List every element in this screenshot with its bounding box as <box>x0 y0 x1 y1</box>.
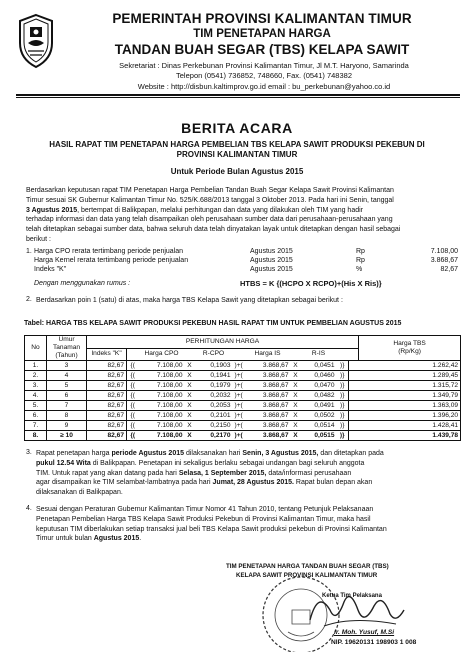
row-symbol: )} <box>337 431 349 441</box>
letterhead-divider <box>16 94 460 96</box>
row-number: 5. <box>25 401 47 411</box>
header-ris: R-IS <box>301 348 337 361</box>
row-indeks: 82,67 <box>87 381 127 391</box>
letterhead-divider-thin <box>16 97 460 98</box>
row-symbol: X <box>291 401 301 411</box>
row-number: 6. <box>25 411 47 421</box>
row-symbol: {( <box>127 411 139 421</box>
row-ris: 0,0470 <box>301 381 337 391</box>
row-symbol: X <box>185 371 195 381</box>
row-indeks: 82,67 <box>87 411 127 421</box>
signature-role: Ketua Tim Pelaksana <box>322 593 382 599</box>
row-harga-is: 3.868,67 <box>245 381 291 391</box>
paragraph-number: 3. <box>26 449 32 456</box>
letterhead-website: Website : http://disbun.kaltimprov.go.id email : bu_perkebunan@yahoo.co.id <box>137 82 391 91</box>
row-harga-is: 3.868,67 <box>245 391 291 401</box>
row-symbol: )} <box>337 391 349 401</box>
table-row <box>25 361 461 371</box>
letterhead-government: PEMERINTAH PROVINSI KALIMANTAN TIMUR <box>112 11 412 26</box>
table-row <box>25 421 461 431</box>
row-rcpo: 0,1903 <box>195 361 233 371</box>
row-harga-cpo: 7.108,00 <box>139 401 185 411</box>
paragraph-2: Berdasarkan poin 1 (satu) di atas, maka harga TBS Kelapa Sawit yang ditetapkan sebagai berikut : <box>36 297 343 304</box>
row-symbol: X <box>185 421 195 431</box>
signature-org-line1: TIM PENETAPAN HARGA TANDAN BUAH SEGAR (TBS) <box>226 563 389 570</box>
row-rcpo: 0,2032 <box>195 391 233 401</box>
header-is: Harga IS <box>245 348 291 361</box>
item-number: 1. <box>26 248 32 255</box>
row-harga-tbs: 1.396,20 <box>349 411 461 421</box>
header-cpo: Harga CPO <box>139 348 185 361</box>
row-symbol: {( <box>127 401 139 411</box>
item-period: Agustus 2015 <box>250 257 293 264</box>
row-harga-cpo: 7.108,00 <box>139 411 185 421</box>
row-symbol: X <box>291 371 301 381</box>
row-harga-tbs: 1.262,42 <box>349 361 461 371</box>
row-rcpo: 0,1979 <box>195 381 233 391</box>
row-symbol: )} <box>337 411 349 421</box>
row-symbol: )+( <box>234 412 243 419</box>
row-ris: 0,0491 <box>301 401 337 411</box>
row-number: 7. <box>25 421 47 431</box>
row-symbol: )+( <box>234 402 243 409</box>
document-subtitle-2: PROVINSI KALIMANTAN TIMUR <box>176 150 298 159</box>
row-number: 4. <box>25 391 47 401</box>
row-symbol: X <box>185 381 195 391</box>
table-row <box>25 381 461 391</box>
row-indeks: 82,67 <box>87 421 127 431</box>
row-number: 1. <box>25 361 47 371</box>
row-symbol: {( <box>127 421 139 431</box>
handwritten-signature-icon <box>300 580 410 636</box>
header-indeks: Indeks "K" <box>87 348 127 361</box>
item-value: 3.868,67 <box>430 257 458 264</box>
document-subtitle-1: HASIL RAPAT TIM PENETAPAN HARGA PEMBELIAN TBS KELAPA SAWIT PRODUKSI PEKEBUN DI <box>49 140 425 149</box>
row-umur: 9 <box>47 421 87 431</box>
row-number: 3. <box>25 381 47 391</box>
row-symbol: X <box>185 361 195 371</box>
row-indeks: 82,67 <box>87 371 127 381</box>
header-umur: Umur Tanaman (Tahun) <box>47 336 87 361</box>
table-row <box>25 431 461 441</box>
row-harga-tbs: 1.349,79 <box>349 391 461 401</box>
letterhead-secretariat: Sekretariat : Dinas Perkebunan Provinsi Kalimantan Timur, Jl M.T. Haryono, Samarinda <box>119 61 409 70</box>
header-rcpo: R-CPO <box>195 348 233 361</box>
row-symbol: )+( <box>234 372 243 379</box>
signature-nip: NIP. 19620131 198903 1 008 <box>331 639 417 646</box>
paragraph-number: 2. <box>26 296 32 303</box>
row-rcpo: 0,2053 <box>195 401 233 411</box>
row-umur: 5 <box>47 381 87 391</box>
item-unit: % <box>356 266 363 273</box>
row-symbol: X <box>291 361 301 371</box>
row-symbol: X <box>291 421 301 431</box>
row-symbol: X <box>291 411 301 421</box>
row-number: 8. <box>25 431 47 441</box>
row-symbol: X <box>291 381 301 391</box>
row-harga-cpo: 7.108,00 <box>139 381 185 391</box>
row-symbol: {( <box>127 361 139 371</box>
row-indeks: 82,67 <box>87 391 127 401</box>
row-harga-tbs: 1.289,45 <box>349 371 461 381</box>
item-label: Harga Kernel rerata tertimbang periode penjualan <box>34 257 189 264</box>
item-label: Indeks "K" <box>34 266 67 273</box>
row-harga-tbs: 1.315,72 <box>349 381 461 391</box>
table-header-row <box>25 336 461 349</box>
item-value: 7.108,00 <box>430 248 458 255</box>
row-umur: ≥ 10 <box>47 431 87 441</box>
paragraph-3: Rapat penetapan harga periode Agustus 2015 dilaksanakan hari Senin, 3 Agustus 2015, dan ditetapkan pada pukul 12.54 Wita di Balikpapan. Penetapan ini sekaligus berlaku sebagai undangan bagi seluruh anggota TIM. Untuk rapat yang akan datang pada hari Selasa, 1 September 2015, data/informasi perusahaan agar disampaikan ke TIM selambat-lambatnya pada hari Jumat, 28 Agustus 2015. Rapat bulan depan akan dilaksanakan di Balikpapan. <box>36 450 384 497</box>
row-harga-is: 3.868,67 <box>245 421 291 431</box>
row-indeks: 82,67 <box>87 401 127 411</box>
row-symbol: )} <box>337 371 349 381</box>
row-harga-is: 3.868,67 <box>245 431 291 441</box>
row-symbol: X <box>185 391 195 401</box>
letterhead-phone: Telepon (0541) 736852, 748660, Fax. (0541) 748382 <box>176 71 352 80</box>
signature-org-line2: KELAPA SAWIT PROVINSI KALIMANTAN TIMUR <box>236 572 378 579</box>
row-symbol: {( <box>127 381 139 391</box>
row-harga-tbs: 1.363,09 <box>349 401 461 411</box>
row-ris: 0,0451 <box>301 361 337 371</box>
document-period: Untuk Periode Bulan Agustus 2015 <box>170 167 304 176</box>
row-harga-cpo: 7.108,00 <box>139 421 185 431</box>
letterhead-team: TIM PENETAPAN HARGA <box>193 28 331 40</box>
kalimantan-timur-crest-icon <box>16 13 56 69</box>
row-rcpo: 0,2170 <box>195 431 233 441</box>
row-symbol: {( <box>127 391 139 401</box>
paragraph-number: 4. <box>26 505 32 512</box>
row-ris: 0,0482 <box>301 391 337 401</box>
table-row <box>25 411 461 421</box>
row-harga-is: 3.868,67 <box>245 401 291 411</box>
item-period: Agustus 2015 <box>250 266 293 273</box>
row-symbol: )+( <box>234 382 243 389</box>
intro-paragraph: Berdasarkan keputusan rapat TIM Penetapan Harga Pembelian Tandan Buah Segar Kelapa Sawit Provinsi Kalimantan Timur sesuai SK Gubernur Kalimantan Timur No. 525/K.688/2013 tanggal 3 Oktober 2013. Pada hari ini Senin, tanggal 3 Agustus 2015, bertempat di Balikpapan, melalui perhitungan dan data yang dilakukan oleh TIM yang hadir terhadap informasi dan data yang telah disampaikan oleh perusahaan sumber data dari perusahaan-perusahaan yang telah ditetapkan sebagai sumber data, bahwa seluruh data telah dinyatakan layak untuk ditetapkan dengan hasil sebagai berikut : <box>26 187 401 243</box>
row-symbol: )} <box>337 381 349 391</box>
tbs-price-table <box>24 335 461 441</box>
signature-name: Ir. Moh. Yusuf, M.Si <box>334 629 395 636</box>
row-umur: 8 <box>47 411 87 421</box>
row-harga-is: 3.868,67 <box>245 361 291 371</box>
row-symbol: )+( <box>234 362 243 369</box>
row-symbol: )} <box>337 421 349 431</box>
row-symbol: X <box>291 431 301 441</box>
formula-text: HTBS = K {(HCPO X RCPO)+(His X Ris)} <box>240 279 382 288</box>
item-unit: Rp <box>356 257 365 264</box>
row-symbol: {( <box>127 431 139 441</box>
row-symbol: )+( <box>234 392 243 399</box>
row-rcpo: 0,2150 <box>195 421 233 431</box>
item-value: 82,67 <box>440 266 458 273</box>
header-perhitungan: PERHITUNGAN HARGA <box>87 336 359 349</box>
item-label: Harga CPO rerata tertimbang periode penjualan <box>34 248 184 255</box>
row-symbol: )+( <box>234 422 243 429</box>
table-row <box>25 401 461 411</box>
row-umur: 3 <box>47 361 87 371</box>
row-indeks: 82,67 <box>87 431 127 441</box>
row-symbol: X <box>185 411 195 421</box>
row-symbol: X <box>185 431 195 441</box>
row-harga-cpo: 7.108,00 <box>139 391 185 401</box>
formula-note: Dengan menggunakan rumus : <box>34 280 131 287</box>
row-harga-is: 3.868,67 <box>245 411 291 421</box>
row-symbol: )+( <box>234 432 243 439</box>
row-symbol: )} <box>337 361 349 371</box>
row-symbol: {( <box>127 371 139 381</box>
row-harga-cpo: 7.108,00 <box>139 371 185 381</box>
letterhead-commodity: TANDAN BUAH SEGAR (TBS) KELAPA SAWIT <box>114 42 410 57</box>
row-harga-is: 3.868,67 <box>245 371 291 381</box>
row-symbol: )} <box>337 401 349 411</box>
item-period: Agustus 2015 <box>250 248 293 255</box>
table-row <box>25 391 461 401</box>
row-ris: 0,0515 <box>301 431 337 441</box>
row-rcpo: 0,1941 <box>195 371 233 381</box>
row-harga-tbs: 1.439,78 <box>349 431 461 441</box>
row-symbol: X <box>291 391 301 401</box>
table-caption: Tabel: HARGA TBS KELAPA SAWIT PRODUKSI PEKEBUN HASIL RAPAT TIM UNTUK PEMBELIAN AGUSTUS 2015 <box>24 320 402 327</box>
row-rcpo: 0,2101 <box>195 411 233 421</box>
row-umur: 4 <box>47 371 87 381</box>
paragraph-4: Sesuai dengan Peraturan Gubernur Kalimantan Timur Nomor 41 Tahun 2010, tentang Petunjuk Pelaksanaan Penetapan Pembelian Harga TBS Kelapa Sawit Produksi Pekebun di Provinsi Kalimantan Timur, maka hasil keputusan TIM diberlakukan setiap transaksi jual beli TBS Kelapa Sawit produksi pekebun di Provinsi Kalimantan Timur untuk bulan Agustus 2015. <box>36 506 387 543</box>
row-harga-cpo: 7.108,00 <box>139 431 185 441</box>
row-symbol: X <box>185 401 195 411</box>
row-umur: 7 <box>47 401 87 411</box>
document-title: BERITA ACARA <box>181 120 293 136</box>
table-row <box>25 371 461 381</box>
header-harga-tbs: Harga TBS (Rp/Kg) <box>359 336 461 361</box>
row-ris: 0,0514 <box>301 421 337 431</box>
row-umur: 6 <box>47 391 87 401</box>
item-unit: Rp <box>356 248 365 255</box>
row-indeks: 82,67 <box>87 361 127 371</box>
row-harga-tbs: 1.428,41 <box>349 421 461 431</box>
header-no: No <box>25 336 47 361</box>
table-body <box>25 361 461 441</box>
row-ris: 0,0460 <box>301 371 337 381</box>
row-number: 2. <box>25 371 47 381</box>
row-harga-cpo: 7.108,00 <box>139 361 185 371</box>
row-ris: 0,0502 <box>301 411 337 421</box>
